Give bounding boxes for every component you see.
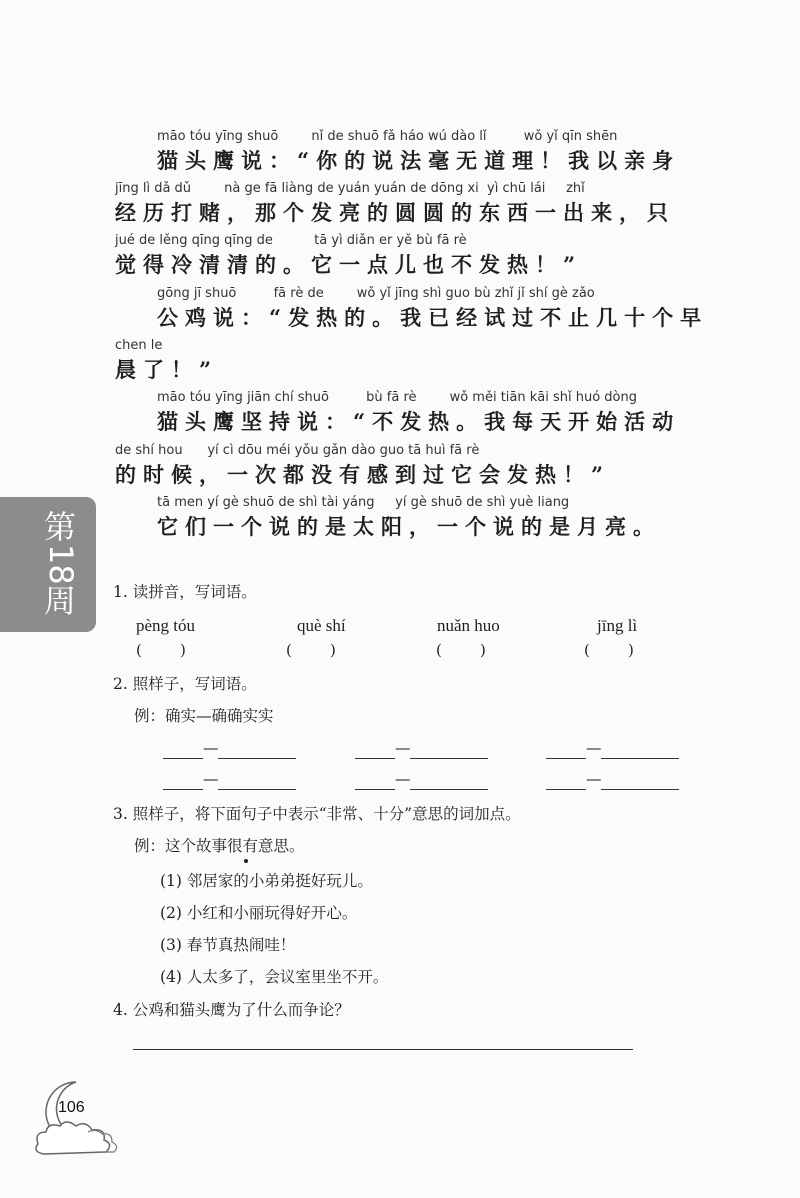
q2-dash: — <box>395 770 411 788</box>
story-line-8: 它们一个说的是太阳，一个说的是月亮。 <box>157 514 661 539</box>
q4-title: 4. 公鸡和猫头鹰为了什么而争论？ <box>113 1001 350 1019</box>
story-line-7: 的时候，一次都没有感到过它会发热！” <box>115 462 611 487</box>
q1-answer-box-1[interactable]: ( ) <box>136 641 186 659</box>
story-line-6: 猫头鹰坚持说：“不发热。我每天开始活动 <box>157 409 681 434</box>
q2-blank[interactable] <box>601 758 679 759</box>
story-pinyin-8: tā men yí gè shuō de shì tài yáng yí gè shuō de shì yuè liang <box>157 495 570 510</box>
week-tab <box>0 497 96 632</box>
q3-item-1[interactable]: (1) 邻居家的小弟弟挺好玩儿。 <box>160 872 373 890</box>
story-pinyin-7: de shí hou yí cì dōu méi yǒu gǎn dào guo tā huì fā rè <box>115 443 480 458</box>
q2-dash: — <box>203 770 219 788</box>
q3-item-2[interactable]: (2) 小红和小丽玩得好开心。 <box>160 904 358 922</box>
q3-item-3[interactable]: (3) 春节真热闹哇！ <box>160 936 296 954</box>
q2-blank[interactable] <box>546 758 586 759</box>
emphasis-dot <box>244 859 248 863</box>
week-label <box>40 509 80 619</box>
week-prefix: 第 <box>43 508 76 546</box>
story-pinyin-1: māo tóu yīng shuō nǐ de shuō fǎ háo wú dào lǐ wǒ yǐ qīn shēn <box>157 129 618 144</box>
story-line-4: 公鸡说：“发热的。我已经试过不止几十个早 <box>157 305 709 330</box>
q2-blank[interactable] <box>163 789 203 790</box>
q2-dash: — <box>395 739 411 757</box>
q2-blank[interactable] <box>355 758 395 759</box>
story-line-5: 晨了！” <box>115 357 219 382</box>
q2-blank[interactable] <box>218 758 296 759</box>
story-line-3: 觉得冷清清的。它一点儿也不发热！” <box>115 252 583 277</box>
story-pinyin-6: māo tóu yīng jiān chí shuō bù fā rè wǒ měi tiān kāi shǐ huó dòng <box>157 390 637 405</box>
q1-pinyin-3: nuǎn huo <box>437 616 500 635</box>
q3-example: 例：这个故事很有意思。 <box>134 837 305 855</box>
story-pinyin-2: jīng lì dǎ dǔ nà ge fā liàng de yuán yuán de dōng xi yì chū lái zhǐ <box>115 181 585 196</box>
story-line-1: 猫头鹰说：“你的说法毫无道理！我以亲身 <box>157 148 681 173</box>
week-suffix: 周 <box>43 581 76 620</box>
page-number: 106 <box>58 1099 85 1116</box>
q2-blank[interactable] <box>163 758 203 759</box>
q2-blank[interactable] <box>546 789 586 790</box>
story-pinyin-5: chen le <box>115 338 163 353</box>
q2-blank[interactable] <box>355 789 395 790</box>
story-line-2: 经历打赌，那个发亮的圆圆的东西一出来，只 <box>115 200 675 225</box>
q2-dash: — <box>586 739 602 757</box>
q2-dash: — <box>586 770 602 788</box>
q2-title: 2. 照样子，写词语。 <box>113 675 257 693</box>
moon-cloud-icon <box>30 1074 130 1164</box>
q2-blank[interactable] <box>601 789 679 790</box>
q1-answer-box-3[interactable]: ( ) <box>436 641 486 659</box>
week-number: 18 <box>41 543 80 585</box>
q3-item-4[interactable]: (4) 人太多了，会议室里坐不开。 <box>160 968 389 986</box>
q2-blank[interactable] <box>410 758 488 759</box>
q4-answer-line[interactable] <box>133 1049 633 1050</box>
q1-title: 1. 读拼音，写词语。 <box>113 583 257 601</box>
q1-pinyin-4: jīng lì <box>597 616 638 635</box>
q1-answer-box-4[interactable]: ( ) <box>584 641 634 659</box>
q1-pinyin-1: pèng tóu <box>136 616 196 635</box>
q1-answer-box-2[interactable]: ( ) <box>286 641 336 659</box>
q2-blank[interactable] <box>218 789 296 790</box>
q2-example: 例：确实—确确实实 <box>134 707 274 725</box>
q3-title: 3. 照样子，将下面句子中表示“非常、十分”意思的词加点。 <box>113 805 521 823</box>
q2-dash: — <box>203 739 219 757</box>
story-pinyin-3: jué de lěng qīng qīng de tā yì diǎn er yě bù fā rè <box>115 233 467 248</box>
q2-blank[interactable] <box>410 789 488 790</box>
story-pinyin-4: gōng jī shuō fā rè de wǒ yǐ jīng shì guo bù zhǐ jǐ shí gè zǎo <box>157 286 595 301</box>
q1-pinyin-2: què shí <box>297 616 346 635</box>
